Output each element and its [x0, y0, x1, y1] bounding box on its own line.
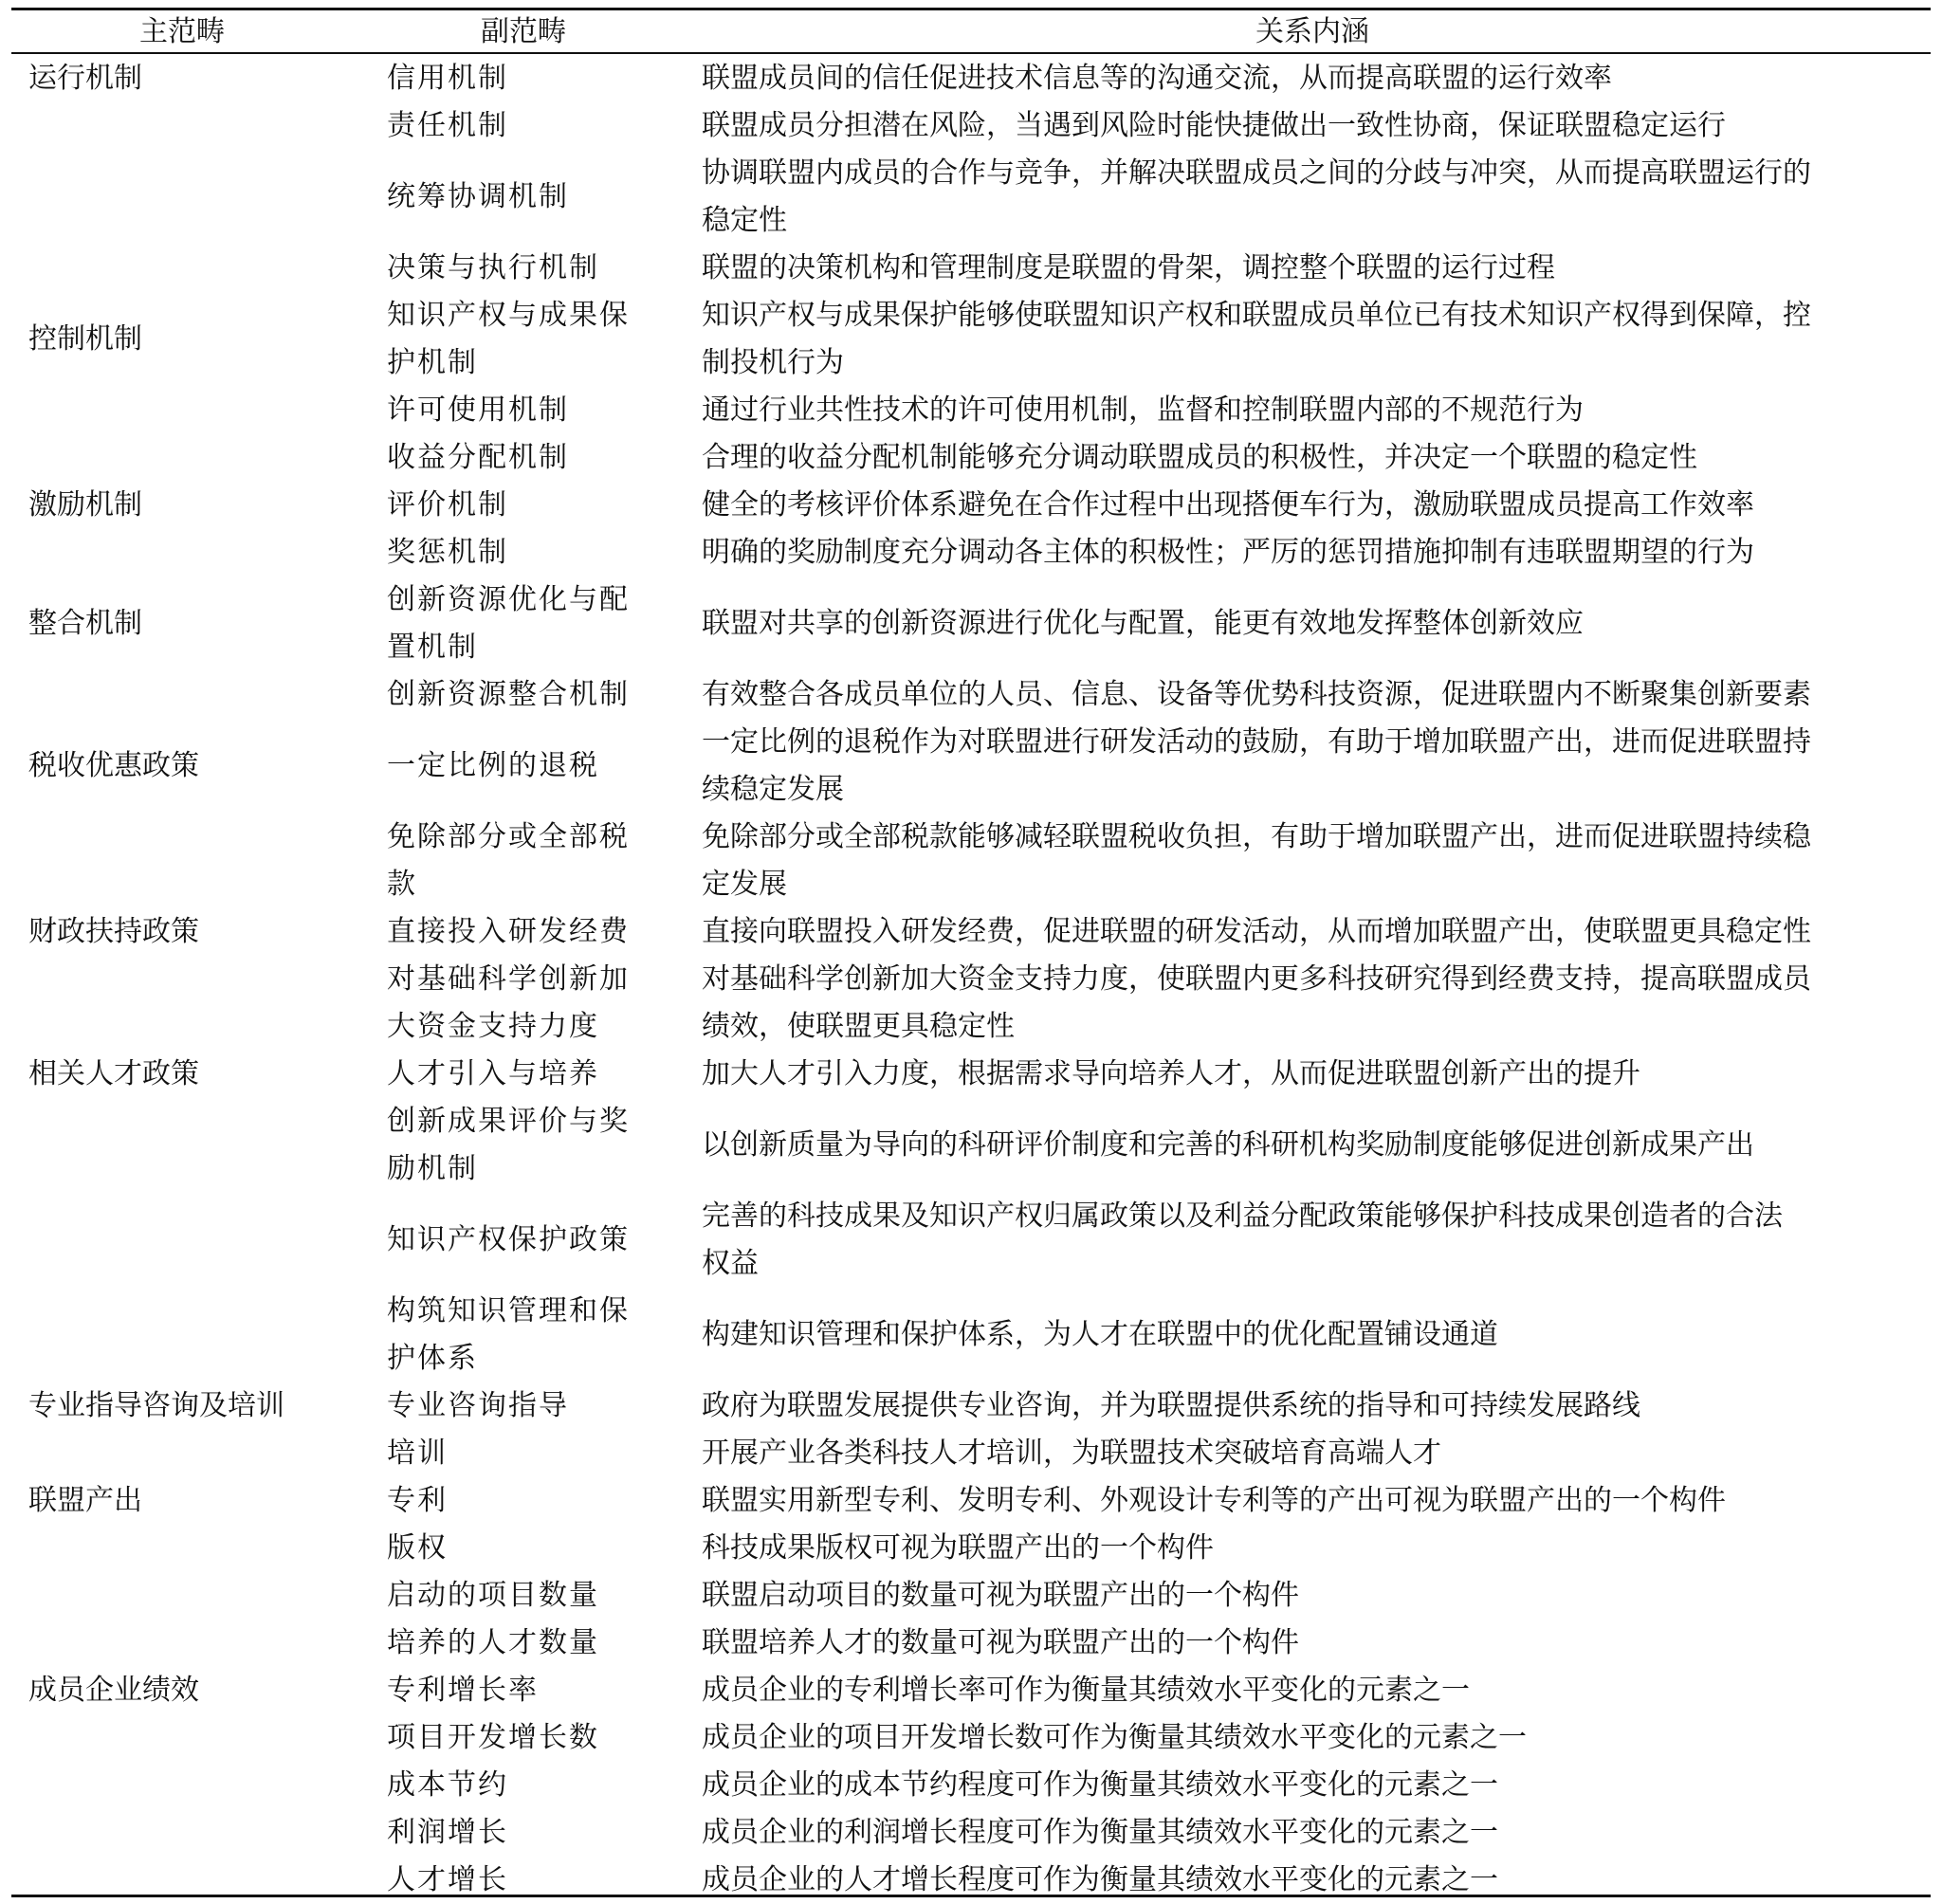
main-category-cell: 财政扶持政策: [28, 915, 199, 948]
sub-category-cell: 启动的项目数量: [387, 1579, 599, 1612]
relation-cell: 免除部分或全部税款能够减轻联盟税收负担，有助于增加联盟产出，进而促进联盟持续稳: [702, 820, 1811, 853]
header-sub-category: 副范畴: [481, 15, 566, 48]
sub-category-cell: 直接投入研发经费: [387, 915, 630, 948]
sub-category-cell: 专利: [387, 1484, 448, 1517]
main-category-cell: 相关人才政策: [28, 1057, 199, 1090]
sub-category-cell: 成本节约: [387, 1768, 508, 1802]
sub-category-cell: 许可使用机制: [387, 394, 569, 427]
sub-category-cell: 一定比例的退税: [387, 749, 599, 782]
relation-cell: 联盟对共享的创新资源进行优化与配置，能更有效地发挥整体创新效应: [702, 607, 1584, 640]
sub-category-cell: 统筹协调机制: [387, 180, 569, 213]
relation-cell: 定发展: [702, 868, 787, 901]
main-category-cell: 联盟产出: [28, 1484, 142, 1517]
sub-category-cell: 创新成果评价与奖: [387, 1105, 630, 1138]
main-category-cell: 激励机制: [28, 488, 142, 522]
relation-cell: 成员企业的人才增长程度可作为衡量其绩效水平变化的元素之一: [702, 1863, 1498, 1896]
sub-category-cell: 信用机制: [387, 62, 508, 95]
relation-cell: 成员企业的成本节约程度可作为衡量其绩效水平变化的元素之一: [702, 1768, 1498, 1802]
relation-cell: 构建知识管理和保护体系，为人才在联盟中的优化配置铺设通道: [702, 1318, 1498, 1351]
relation-cell: 健全的考核评价体系避免在合作过程中出现搭便车行为，激励联盟成员提高工作效率: [702, 488, 1754, 522]
header-relation: 关系内涵: [1255, 15, 1369, 48]
relation-cell: 加大人才引入力度，根据需求导向培养人才，从而促进联盟创新产出的提升: [702, 1057, 1640, 1090]
sub-category-cell: 培训: [387, 1437, 448, 1470]
relation-cell: 明确的奖励制度充分调动各主体的积极性；严厉的惩罚措施抑制有违联盟期望的行为: [702, 536, 1754, 569]
relation-cell: 完善的科技成果及知识产权归属政策以及利益分配政策能够保护科技成果创造者的合法: [702, 1199, 1783, 1233]
main-category-cell: 成员企业绩效: [28, 1674, 199, 1707]
main-category-cell: 整合机制: [28, 607, 142, 640]
sub-category-cell: 创新资源整合机制: [387, 678, 630, 711]
relation-cell: 成员企业的项目开发增长数可作为衡量其绩效水平变化的元素之一: [702, 1721, 1527, 1754]
main-category-cell: 专业指导咨询及培训: [28, 1389, 284, 1422]
sub-category-cell: 奖惩机制: [387, 536, 508, 569]
relation-cell: 联盟实用新型专利、发明专利、外观设计专利等的产出可视为联盟产出的一个构件: [702, 1484, 1726, 1517]
sub-category-cell: 免除部分或全部税: [387, 820, 630, 853]
table-bottom-rule: [11, 1895, 1931, 1897]
sub-category-cell: 培养的人才数量: [387, 1626, 599, 1659]
sub-category-cell: 款: [387, 868, 417, 901]
relation-cell: 开展产业各类科技人才培训，为联盟技术突破培育高端人才: [702, 1437, 1441, 1470]
relation-cell: 成员企业的利润增长程度可作为衡量其绩效水平变化的元素之一: [702, 1816, 1498, 1849]
relation-cell: 协调联盟内成员的合作与竞争，并解决联盟成员之间的分歧与冲突，从而提高联盟运行的: [702, 156, 1811, 190]
sub-category-cell: 置机制: [387, 631, 478, 664]
sub-category-cell: 励机制: [387, 1152, 478, 1185]
sub-category-cell: 对基础科学创新加: [387, 962, 630, 996]
sub-category-cell: 项目开发增长数: [387, 1721, 599, 1754]
sub-category-cell: 利润增长: [387, 1816, 508, 1849]
relation-cell: 绩效，使联盟更具稳定性: [702, 1010, 1015, 1043]
relation-cell: 联盟培养人才的数量可视为联盟产出的一个构件: [702, 1626, 1299, 1659]
sub-category-cell: 决策与执行机制: [387, 251, 599, 284]
main-category-cell: 税收优惠政策: [28, 749, 199, 782]
sub-category-cell: 责任机制: [387, 109, 508, 142]
sub-category-cell: 人才引入与培养: [387, 1057, 599, 1090]
sub-category-cell: 知识产权保护政策: [387, 1223, 630, 1256]
sub-category-cell: 创新资源优化与配: [387, 583, 630, 616]
sub-category-cell: 专利增长率: [387, 1674, 539, 1707]
relation-cell: 直接向联盟投入研发经费，促进联盟的研发活动，从而增加联盟产出，使联盟更具稳定性: [702, 915, 1811, 948]
sub-category-cell: 护体系: [387, 1342, 478, 1375]
sub-category-cell: 知识产权与成果保: [387, 299, 630, 332]
relation-cell: 制投机行为: [702, 346, 844, 379]
relation-cell: 一定比例的退税作为对联盟进行研发活动的鼓励，有助于增加联盟产出，进而促进联盟持: [702, 725, 1811, 759]
relation-cell: 续稳定发展: [702, 773, 844, 806]
relation-cell: 稳定性: [702, 204, 787, 237]
relation-cell: 联盟成员分担潜在风险，当遇到风险时能快捷做出一致性协商，保证联盟稳定运行: [702, 109, 1726, 142]
sub-category-cell: 版权: [387, 1531, 448, 1565]
relation-cell: 政府为联盟发展提供专业咨询，并为联盟提供系统的指导和可持续发展路线: [702, 1389, 1640, 1422]
main-category-cell: 运行机制: [28, 62, 142, 95]
table-header-rule: [11, 52, 1931, 54]
relation-cell: 知识产权与成果保护能够使联盟知识产权和联盟成员单位已有技术知识产权得到保障，控: [702, 299, 1811, 332]
sub-category-cell: 专业咨询指导: [387, 1389, 569, 1422]
sub-category-cell: 构筑知识管理和保: [387, 1294, 630, 1327]
header-main-category: 主范畴: [139, 15, 225, 48]
relation-cell: 成员企业的专利增长率可作为衡量其绩效水平变化的元素之一: [702, 1674, 1470, 1707]
main-category-cell: 控制机制: [28, 322, 142, 356]
sub-category-cell: 人才增长: [387, 1863, 508, 1896]
relation-cell: 联盟的决策机构和管理制度是联盟的骨架，调控整个联盟的运行过程: [702, 251, 1555, 284]
sub-category-cell: 收益分配机制: [387, 441, 569, 474]
sub-category-cell: 评价机制: [387, 488, 508, 522]
relation-cell: 通过行业共性技术的许可使用机制，监督和控制联盟内部的不规范行为: [702, 394, 1584, 427]
table-top-rule: [11, 8, 1931, 10]
relation-cell: 以创新质量为导向的科研评价制度和完善的科研机构奖励制度能够促进创新成果产出: [702, 1128, 1754, 1162]
relation-cell: 有效整合各成员单位的人员、信息、设备等优势科技资源，促进联盟内不断聚集创新要素: [702, 678, 1811, 711]
relation-cell: 合理的收益分配机制能够充分调动联盟成员的积极性，并决定一个联盟的稳定性: [702, 441, 1697, 474]
relation-cell: 权益: [702, 1247, 759, 1280]
relation-cell: 对基础科学创新加大资金支持力度，使联盟内更多科技研究得到经费支持，提高联盟成员: [702, 962, 1811, 996]
relation-cell: 联盟启动项目的数量可视为联盟产出的一个构件: [702, 1579, 1299, 1612]
sub-category-cell: 大资金支持力度: [387, 1010, 599, 1043]
sub-category-cell: 护机制: [387, 346, 478, 379]
relation-cell: 科技成果版权可视为联盟产出的一个构件: [702, 1531, 1214, 1565]
relation-cell: 联盟成员间的信任促进技术信息等的沟通交流，从而提高联盟的运行效率: [702, 62, 1612, 95]
